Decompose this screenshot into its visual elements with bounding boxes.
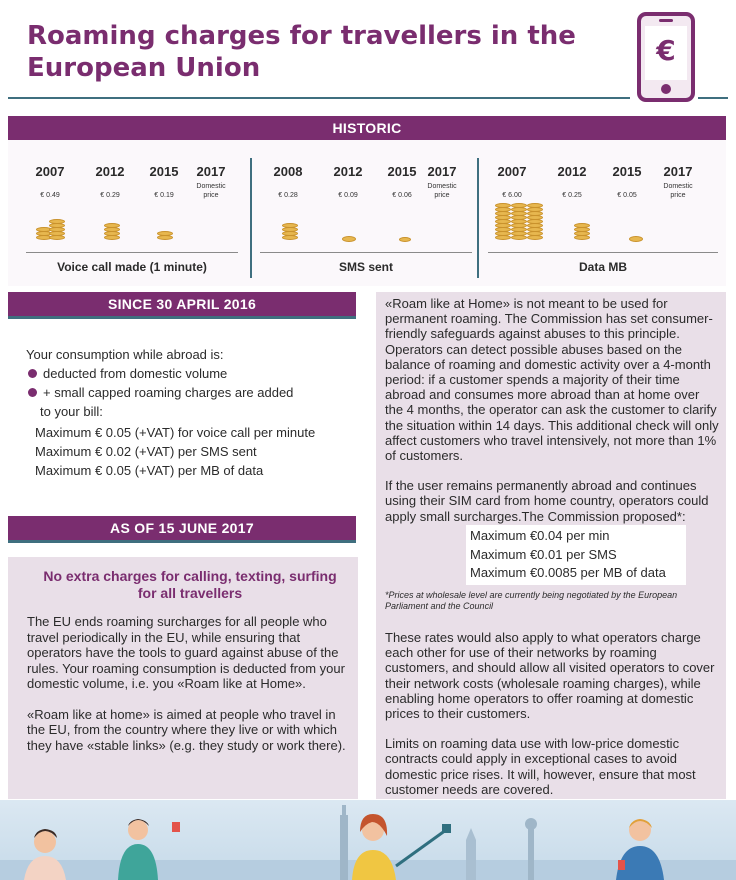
right-content bbox=[385, 296, 720, 524]
coin-stack-icon bbox=[574, 224, 590, 240]
coin-stack-icon bbox=[157, 232, 173, 240]
sms-year-1: 2008 bbox=[273, 164, 303, 179]
data-price-3: € 0.05 bbox=[617, 192, 637, 199]
historic-divider bbox=[477, 158, 479, 278]
since-bullet-1: deducted from domestic volume bbox=[26, 364, 356, 383]
proposed-max-sms: Maximum €0.01 per SMS bbox=[470, 546, 617, 562]
voice-price-3: € 0.19 bbox=[154, 192, 174, 199]
data-year-4: 2017 bbox=[663, 164, 693, 179]
data-year-3: 2015 bbox=[612, 164, 642, 179]
sms-price-3: € 0.06 bbox=[392, 192, 412, 199]
sms-group bbox=[254, 140, 478, 286]
voice-price-4: Domestic price bbox=[196, 183, 226, 199]
june-heading: No extra charges for calling, texting, surfing for all travellers bbox=[43, 568, 337, 601]
sms-year-4: 2017 bbox=[427, 164, 457, 179]
proposed-max-data: Maximum €0.0085 per MB of data bbox=[470, 565, 666, 580]
historic-panel bbox=[8, 140, 726, 286]
bullet-icon bbox=[28, 388, 37, 397]
page-title: Roaming charges for travellers in the European Union bbox=[27, 21, 576, 83]
traveller-1-figure bbox=[24, 829, 66, 880]
since-bar: SINCE 30 APRIL 2016 bbox=[8, 292, 356, 316]
proposed-max-min: Maximum €0.04 per min bbox=[470, 528, 610, 543]
since-max-data: Maximum € 0.05 (+VAT) per MB of data bbox=[35, 463, 264, 478]
sms-price-2: € 0.09 bbox=[338, 192, 358, 199]
sms-price-1: € 0.28 bbox=[278, 192, 298, 199]
data-price-4: Domestic price bbox=[663, 183, 693, 199]
right-para-1: «Roam like at Home» is not meant to be used for permanent roaming. The Commission has set consumer-friendly safeguards against abuses to this principle. Operators can detect possible abuses based on the balance of roaming and domestic activity over a 4-month period: if a customer spends a majority of their time abroad and consumes more abroad than at home over the 4 months, the operator can ask the customer to clarify the situation within 14 days. This additional check will only affect customers who travel intensively, not more than 1% of customers. bbox=[385, 296, 719, 464]
data-caption: Data MB bbox=[578, 260, 627, 274]
historic-divider bbox=[250, 158, 252, 278]
travellers-illustration bbox=[0, 800, 736, 880]
since-intro: Your consumption while abroad is: bbox=[26, 347, 224, 362]
since-bullet-2-cont: to your bill: bbox=[40, 404, 103, 419]
coin-icon bbox=[629, 236, 643, 242]
title-rule-right bbox=[698, 97, 728, 99]
coin-stack-icon bbox=[104, 224, 120, 240]
coin-icon bbox=[399, 237, 411, 242]
june-para-1: The EU ends roaming surcharges for all people who travel periodically in the EU, while ensuring that operators have the tools to guard against abuse of the rules. Your roaming consumption is deducted from your domestic volume, i.e. you «Roam like at Home». bbox=[27, 614, 345, 691]
since-content bbox=[26, 345, 356, 480]
voice-year-3: 2015 bbox=[149, 164, 179, 179]
data-baseline bbox=[488, 252, 718, 253]
right-content-2 bbox=[385, 630, 720, 797]
euro-phone-icon: € bbox=[637, 12, 695, 102]
voice-price-2: € 0.29 bbox=[100, 192, 120, 199]
voice-year-4: 2017 bbox=[196, 164, 226, 179]
proposed-max-box bbox=[466, 525, 686, 585]
historic-bar: HISTORIC bbox=[8, 116, 726, 140]
coin-stack-icon bbox=[527, 204, 543, 240]
right-para-4: Limits on roaming data use with low-price domestic contracts could apply in exceptional cases to avoid domestic price rises. It will, however, ensure that most customer needs are covered. bbox=[385, 736, 696, 797]
june-bar-line bbox=[8, 540, 356, 543]
data-year-1: 2007 bbox=[497, 164, 527, 179]
sms-year-2: 2012 bbox=[333, 164, 363, 179]
sms-year-3: 2015 bbox=[387, 164, 417, 179]
sms-caption: SMS sent bbox=[338, 260, 393, 274]
coin-stack-icon bbox=[49, 220, 65, 240]
voice-price-1: € 0.49 bbox=[40, 192, 60, 199]
data-year-2: 2012 bbox=[557, 164, 587, 179]
voice-group bbox=[8, 140, 248, 286]
coin-icon bbox=[342, 236, 356, 242]
voice-year-2: 2012 bbox=[95, 164, 125, 179]
coin-stack-icon bbox=[282, 224, 298, 240]
voice-baseline bbox=[26, 252, 238, 253]
coin-stack-icon bbox=[511, 204, 527, 240]
voice-year-1: 2007 bbox=[35, 164, 65, 179]
right-para-2: If the user remains permanently abroad and continues using their SIM card from home country, operators could apply small surcharges.The Commission proposed*: bbox=[385, 478, 709, 524]
title-rule bbox=[8, 97, 630, 99]
june-para-2: «Roam like at home» is aimed at people who travel in the EU, from the country where they live or with which they have «stable links» (e.g. they study or work there). bbox=[27, 706, 346, 753]
footnote: *Prices at wholesale level are currently being negotiated by the European Parliament and the Council bbox=[385, 590, 678, 611]
data-group bbox=[480, 140, 726, 286]
since-bar-line bbox=[8, 316, 356, 319]
traveller-4-figure bbox=[616, 819, 664, 880]
voice-caption: Voice call made (1 minute) bbox=[57, 260, 207, 274]
bullet-icon bbox=[28, 369, 37, 378]
sms-baseline bbox=[260, 252, 472, 253]
since-max-sms: Maximum € 0.02 (+VAT) per SMS sent bbox=[35, 444, 257, 459]
since-bullet-2: + small capped roaming charges are added bbox=[26, 383, 356, 402]
sms-price-4: Domestic price bbox=[427, 183, 457, 199]
data-price-1: € 6.00 bbox=[502, 192, 522, 199]
right-para-3: These rates would also apply to what operators charge each other for use of their networks by roaming customers, and should allow all visited operators to cover their network costs (wholesale roaming charges), while enabling home operators to offer roaming at domestic prices to their customers. bbox=[385, 630, 715, 722]
june-bar: AS OF 15 JUNE 2017 bbox=[8, 516, 356, 540]
data-price-2: € 0.25 bbox=[562, 192, 582, 199]
june-content bbox=[27, 614, 347, 753]
skyline-illustration bbox=[0, 800, 736, 880]
since-max-voice: Maximum € 0.05 (+VAT) for voice call per minute bbox=[35, 425, 316, 440]
coin-stack-icon bbox=[495, 204, 511, 240]
